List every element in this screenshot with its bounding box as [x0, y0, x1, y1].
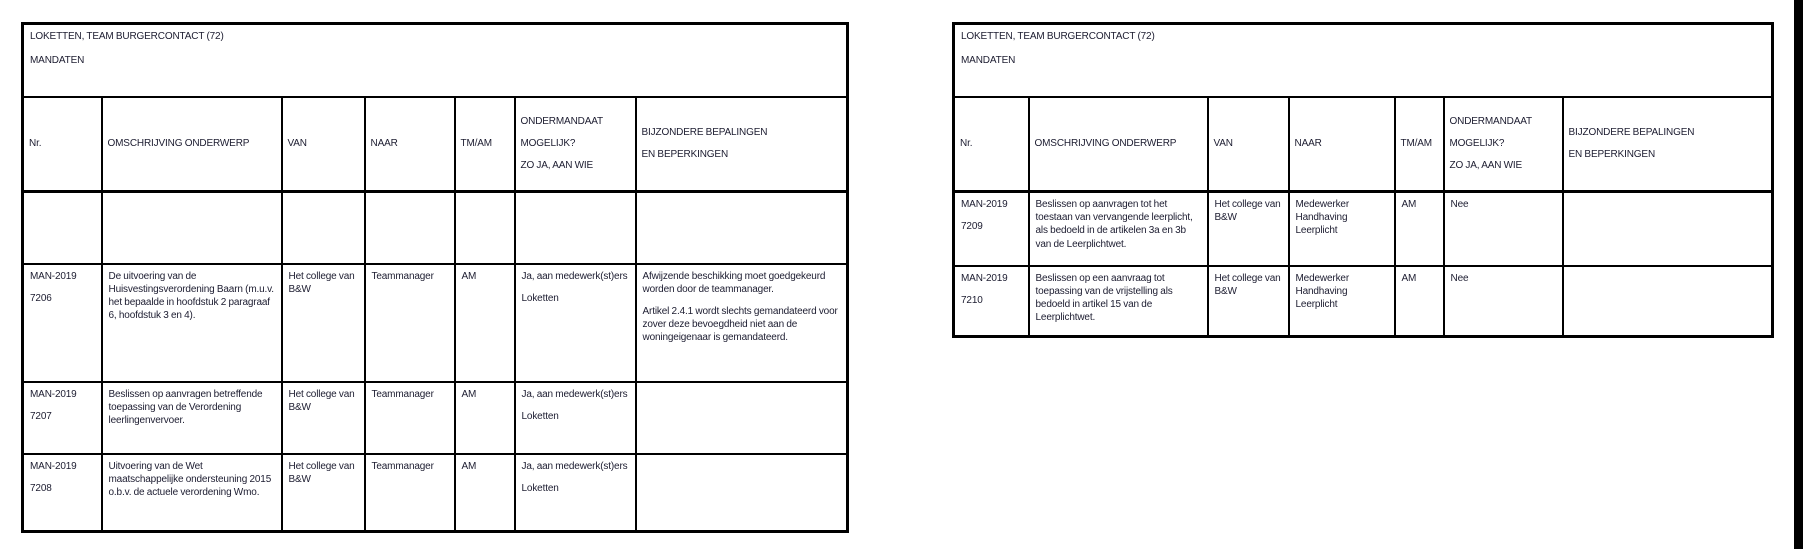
- column-header: [102, 97, 282, 192]
- column-header: [455, 97, 515, 192]
- text-line: AM: [1401, 272, 1417, 284]
- text-line: Nr.: [29, 138, 42, 150]
- text-line: Ja, aan medewerk(st)ers: [521, 270, 628, 282]
- text-line: Loketten: [521, 410, 559, 422]
- table-cell: [1029, 266, 1208, 337]
- table-cell: [954, 192, 1029, 266]
- text-line: Teammanager: [371, 460, 434, 472]
- table-cell: [102, 264, 282, 382]
- table-cell: [23, 192, 102, 264]
- text-line: Nee: [1450, 199, 1469, 210]
- text-line: ONDERMANDAAT: [520, 115, 603, 127]
- column-header: [515, 97, 636, 192]
- column-header: [1563, 97, 1773, 192]
- table-row: [23, 264, 848, 382]
- text-line: Het college van B&W: [288, 270, 355, 295]
- table-cell: [455, 382, 515, 454]
- text-line: 7209: [961, 221, 983, 233]
- text-line: MOGELIJK?: [520, 138, 576, 150]
- table-cell: [455, 454, 515, 532]
- text-line: Loketten: [521, 482, 559, 494]
- table-cell: [1208, 266, 1289, 337]
- text-line: 7207: [30, 410, 52, 422]
- text-line: Beslissen op aanvragen betreffende toepassing van de Verordening leerlingenvervoer.: [108, 388, 263, 426]
- table-cell: [455, 192, 515, 264]
- text-line: Teammanager: [371, 270, 434, 282]
- column-header: [636, 97, 848, 192]
- table-row: [23, 454, 848, 532]
- text-line: AM: [461, 388, 477, 400]
- text-line: AM: [461, 270, 477, 282]
- text-line: BIJZONDERE BEPALINGEN: [641, 127, 768, 139]
- text-line: EN BEPERKINGEN: [641, 149, 729, 161]
- column-header: [23, 97, 102, 192]
- text-line: Beslissen op aanvragen tot het toestaan van vervangende leerplicht, als bedoeld in de artikelen 3a en 3b van de Leerplichtwet.: [1035, 199, 1193, 250]
- table-header-row: [23, 97, 848, 192]
- table-cell: [1444, 192, 1563, 266]
- column-header: [1208, 97, 1289, 192]
- text-line: VAN: [287, 138, 307, 150]
- text-line: MOGELIJK?: [1449, 138, 1505, 150]
- table-header-row: [954, 97, 1773, 192]
- table-row: [23, 192, 848, 264]
- text-line: AM: [1401, 199, 1417, 210]
- text-line: VAN: [1213, 138, 1233, 150]
- text-line: Nee: [1450, 272, 1469, 284]
- text-line: MAN-2019: [30, 270, 77, 282]
- text-line: Het college van B&W: [288, 388, 355, 413]
- table-row: [954, 192, 1773, 266]
- text-line: LOKETTEN, TEAM BURGERCONTACT (72): [30, 31, 224, 42]
- text-line: LOKETTEN, TEAM BURGERCONTACT (72): [961, 31, 1155, 42]
- text-line: MANDATEN: [30, 55, 85, 67]
- text-line: De uitvoering van de Huisvestingsverordening Baarn (m.u.v. het bepaalde in hoofdstuk 2 paragraaf 6, hoofdstuk 3 en 4).: [108, 270, 274, 322]
- text-line: ONDERMANDAAT: [1449, 115, 1532, 127]
- page-edge-bar: [1794, 0, 1803, 549]
- table-cell: [365, 382, 455, 454]
- text-line: OMSCHRIJVING ONDERWERP: [107, 138, 250, 150]
- text-line: Het college van B&W: [1214, 199, 1281, 224]
- mandates-table-left: [21, 22, 849, 533]
- column-header: [1444, 97, 1563, 192]
- table-cell: [1395, 192, 1444, 266]
- text-line: TM/AM: [460, 138, 492, 150]
- table-cell: [1029, 192, 1208, 266]
- table-cell: [636, 454, 848, 532]
- table-cell: [515, 264, 636, 382]
- table-row: [23, 382, 848, 454]
- text-line: Teammanager: [371, 388, 434, 400]
- text-line: Artikel 2.4.1 wordt slechts gemandateerd voor zover deze bevoegdheid niet aan de woningeigenaar is gemandateerd.: [642, 305, 838, 344]
- table-cell: [1563, 192, 1773, 266]
- text-line: Medewerker Handhaving Leerplicht: [1295, 199, 1350, 237]
- table-cell: [282, 192, 365, 264]
- column-header: [282, 97, 365, 192]
- text-line: AM: [461, 460, 477, 472]
- table-title-row: [954, 24, 1773, 97]
- column-header: [954, 97, 1029, 192]
- text-line: Medewerker Handhaving Leerplicht: [1295, 272, 1350, 310]
- table-cell: [23, 454, 102, 532]
- table-title: [954, 24, 1773, 97]
- text-line: Afwijzende beschikking moet goedgekeurd worden door de teammanager.: [642, 270, 826, 295]
- text-line: TM/AM: [1400, 138, 1432, 150]
- table-cell: [102, 382, 282, 454]
- text-line: ZO JA, AAN WIE: [1449, 160, 1523, 172]
- column-header: [1029, 97, 1208, 192]
- table-cell: [282, 454, 365, 532]
- text-line: 7210: [961, 294, 983, 306]
- text-line: EN BEPERKINGEN: [1568, 149, 1656, 161]
- text-line: Ja, aan medewerk(st)ers: [521, 460, 628, 472]
- table-cell: [102, 192, 282, 264]
- text-line: Beslissen op een aanvraag tot toepassing van de vrijstelling als bedoeld in artikel 15 van de Leerplichtwet.: [1035, 272, 1173, 324]
- column-header: [1395, 97, 1444, 192]
- table-title: [23, 24, 848, 97]
- table-cell: [636, 382, 848, 454]
- table-cell: [636, 192, 848, 264]
- text-line: Uitvoering van de Wet maatschappelijke ondersteuning 2015 o.b.v. de actuele verordening Wmo.: [108, 460, 272, 498]
- table-title-row: [23, 24, 848, 97]
- table-cell: [515, 382, 636, 454]
- table-cell: [102, 454, 282, 532]
- column-header: [365, 97, 455, 192]
- text-line: Het college van B&W: [288, 460, 355, 485]
- table-cell: [1208, 192, 1289, 266]
- text-line: MAN-2019: [30, 460, 77, 472]
- text-line: 7206: [30, 292, 52, 304]
- table-cell: [23, 264, 102, 382]
- table-cell: [1395, 266, 1444, 337]
- table-cell: [365, 264, 455, 382]
- text-line: MAN-2019: [961, 272, 1008, 284]
- text-line: OMSCHRIJVING ONDERWERP: [1034, 138, 1177, 150]
- text-line: 7208: [30, 482, 52, 494]
- text-line: MAN-2019: [30, 388, 77, 400]
- table-cell: [515, 454, 636, 532]
- text-line: Het college van B&W: [1214, 272, 1281, 297]
- table-cell: [365, 454, 455, 532]
- mandates-table-right: [952, 22, 1774, 338]
- text-line: MAN-2019: [961, 199, 1008, 210]
- table-cell: [23, 382, 102, 454]
- table-cell: [636, 264, 848, 382]
- table-cell: [282, 382, 365, 454]
- text-line: Loketten: [521, 292, 559, 304]
- table-cell: [954, 266, 1029, 337]
- text-line: ZO JA, AAN WIE: [520, 160, 594, 172]
- table-cell: [515, 192, 636, 264]
- table-cell: [1444, 266, 1563, 337]
- table-cell: [365, 192, 455, 264]
- table-cell: [1289, 266, 1395, 337]
- text-line: NAAR: [370, 138, 398, 150]
- column-header: [1289, 97, 1395, 192]
- text-line: Ja, aan medewerk(st)ers: [521, 388, 628, 400]
- table-cell: [455, 264, 515, 382]
- table-cell: [1289, 192, 1395, 266]
- text-line: BIJZONDERE BEPALINGEN: [1568, 127, 1695, 139]
- text-line: MANDATEN: [961, 55, 1016, 67]
- table-cell: [282, 264, 365, 382]
- table-cell: [1563, 266, 1773, 337]
- text-line: NAAR: [1294, 138, 1322, 150]
- text-line: Nr.: [960, 138, 973, 150]
- table-row: [954, 266, 1773, 337]
